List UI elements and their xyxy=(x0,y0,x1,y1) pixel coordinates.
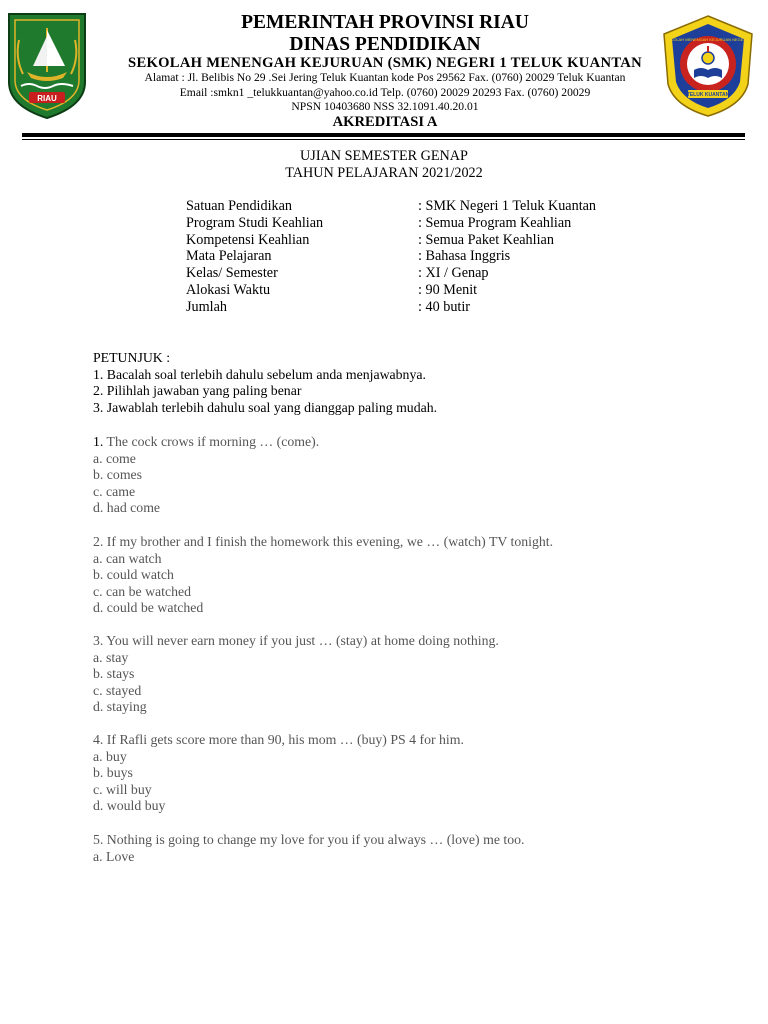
question-number: 1. xyxy=(93,434,104,449)
question-3 xyxy=(93,633,499,716)
question-stem: Nothing is going to change my love for you if you always … (love) me too. xyxy=(103,832,525,847)
school-logo-ring-text: SEKOLAH MENENGAH KEJURUAN NEGERI 1 xyxy=(665,37,751,42)
answer-option: a. come xyxy=(93,450,136,466)
question-text xyxy=(93,633,499,650)
info-value: : 90 Menit xyxy=(418,281,478,298)
header-accreditation: AKREDITASI A xyxy=(332,114,438,130)
question-text xyxy=(93,832,524,849)
info-value: : SMK Negeri 1 Teluk Kuantan xyxy=(418,198,597,214)
question-number: 2. xyxy=(93,534,104,549)
answer-option: c. came xyxy=(93,483,136,499)
header-divider-thick xyxy=(22,133,745,137)
answer-option: c. will buy xyxy=(93,781,152,797)
answer-option: a. can watch xyxy=(93,550,162,566)
info-value: : XI / Genap xyxy=(418,265,489,282)
question-number: 5. xyxy=(93,832,104,847)
question-5 xyxy=(93,832,524,865)
instruction-item: 3. Jawablah terlebih dahulu soal yang dianggap paling mudah. xyxy=(93,399,438,415)
instruction-item: 1. Bacalah soal terlebih dahulu sebelum anda menjawabnya. xyxy=(93,366,426,382)
answer-option: c. can be watched xyxy=(93,583,192,599)
info-label: Mata Pelajaran xyxy=(186,248,272,265)
school-logo-bottom-text: TELUK KUANTAN xyxy=(686,92,730,98)
info-label: Kompetensi Keahlian xyxy=(186,231,310,248)
answer-option: b. could watch xyxy=(93,567,174,583)
instructions-heading: PETUNJUK : xyxy=(93,350,171,365)
instruction-item: 2. Pilihlah jawaban yang paling benar xyxy=(93,383,302,399)
question-stem: You will never earn money if you just … (stay) at home doing nothing. xyxy=(103,633,499,648)
info-label: Program Studi Keahlian xyxy=(186,214,324,231)
header-email: Email :smkn1 _telukkuantan@yahoo.co.id Telp. (0760) 20029 20293 Fax. (0760) 20029 xyxy=(179,86,591,99)
header-school-name: SEKOLAH MENENGAH KEJURUAN (SMK) NEGERI 1 TELUK KUANTAN xyxy=(128,55,642,71)
question-stem: If Rafli gets score more than 90, his mom … (buy) PS 4 for him. xyxy=(103,732,464,747)
question-number: 4. xyxy=(93,732,104,747)
question-2 xyxy=(93,534,553,617)
riau-emblem-logo xyxy=(5,10,89,120)
question-stem: The cock crows if morning … (come). xyxy=(103,434,320,449)
info-label: Satuan Pendidikan xyxy=(186,198,292,214)
header-province: PEMERINTAH PROVINSI RIAU xyxy=(241,12,529,33)
answer-option: d. would buy xyxy=(93,798,166,814)
answer-option: d. had come xyxy=(93,500,161,516)
info-value: : Bahasa Inggris xyxy=(418,248,511,265)
info-label: Alokasi Waktu xyxy=(186,281,271,298)
header-department: DINAS PENDIDIKAN xyxy=(289,34,481,55)
info-value: : Semua Paket Keahlian xyxy=(418,231,554,248)
header-address: Alamat : Jl. Belibis No 29 .Sei Jering Teluk Kuantan kode Pos 29562 Fax. (0760) 20029 Teluk Kuantan xyxy=(144,71,626,84)
answer-option: a. buy xyxy=(93,748,127,764)
info-value: : 40 butir xyxy=(418,298,471,315)
question-number: 3. xyxy=(93,633,104,648)
question-text xyxy=(93,732,464,749)
header-npsn: NPSN 10403680 NSS 32.1091.40.20.01 xyxy=(291,100,479,113)
info-value: : Semua Program Keahlian xyxy=(418,214,572,231)
exam-title: UJIAN SEMESTER GENAP xyxy=(300,148,468,164)
instructions xyxy=(93,350,437,416)
answer-option: b. buys xyxy=(93,765,133,781)
answer-option: b. stays xyxy=(93,666,135,682)
answer-option: a. stay xyxy=(93,649,129,665)
exam-year: TAHUN PELAJARAN 2021/2022 xyxy=(285,165,483,181)
answer-option: c. stayed xyxy=(93,682,142,698)
answer-option: d. staying xyxy=(93,699,147,715)
riau-logo-text: RIAU xyxy=(37,94,57,103)
question-1 xyxy=(93,434,319,517)
info-label: Kelas/ Semester xyxy=(186,265,278,282)
answer-option: b. comes xyxy=(93,467,143,483)
question-4 xyxy=(93,732,464,815)
answer-option: d. could be watched xyxy=(93,600,204,616)
info-label: Jumlah xyxy=(186,298,227,315)
question-text xyxy=(93,534,553,551)
header-divider-thin xyxy=(22,139,745,140)
question-text xyxy=(93,434,319,451)
answer-option: a. Love xyxy=(93,848,135,864)
question-stem: If my brother and I finish the homework this evening, we … (watch) TV tonight. xyxy=(103,534,554,549)
